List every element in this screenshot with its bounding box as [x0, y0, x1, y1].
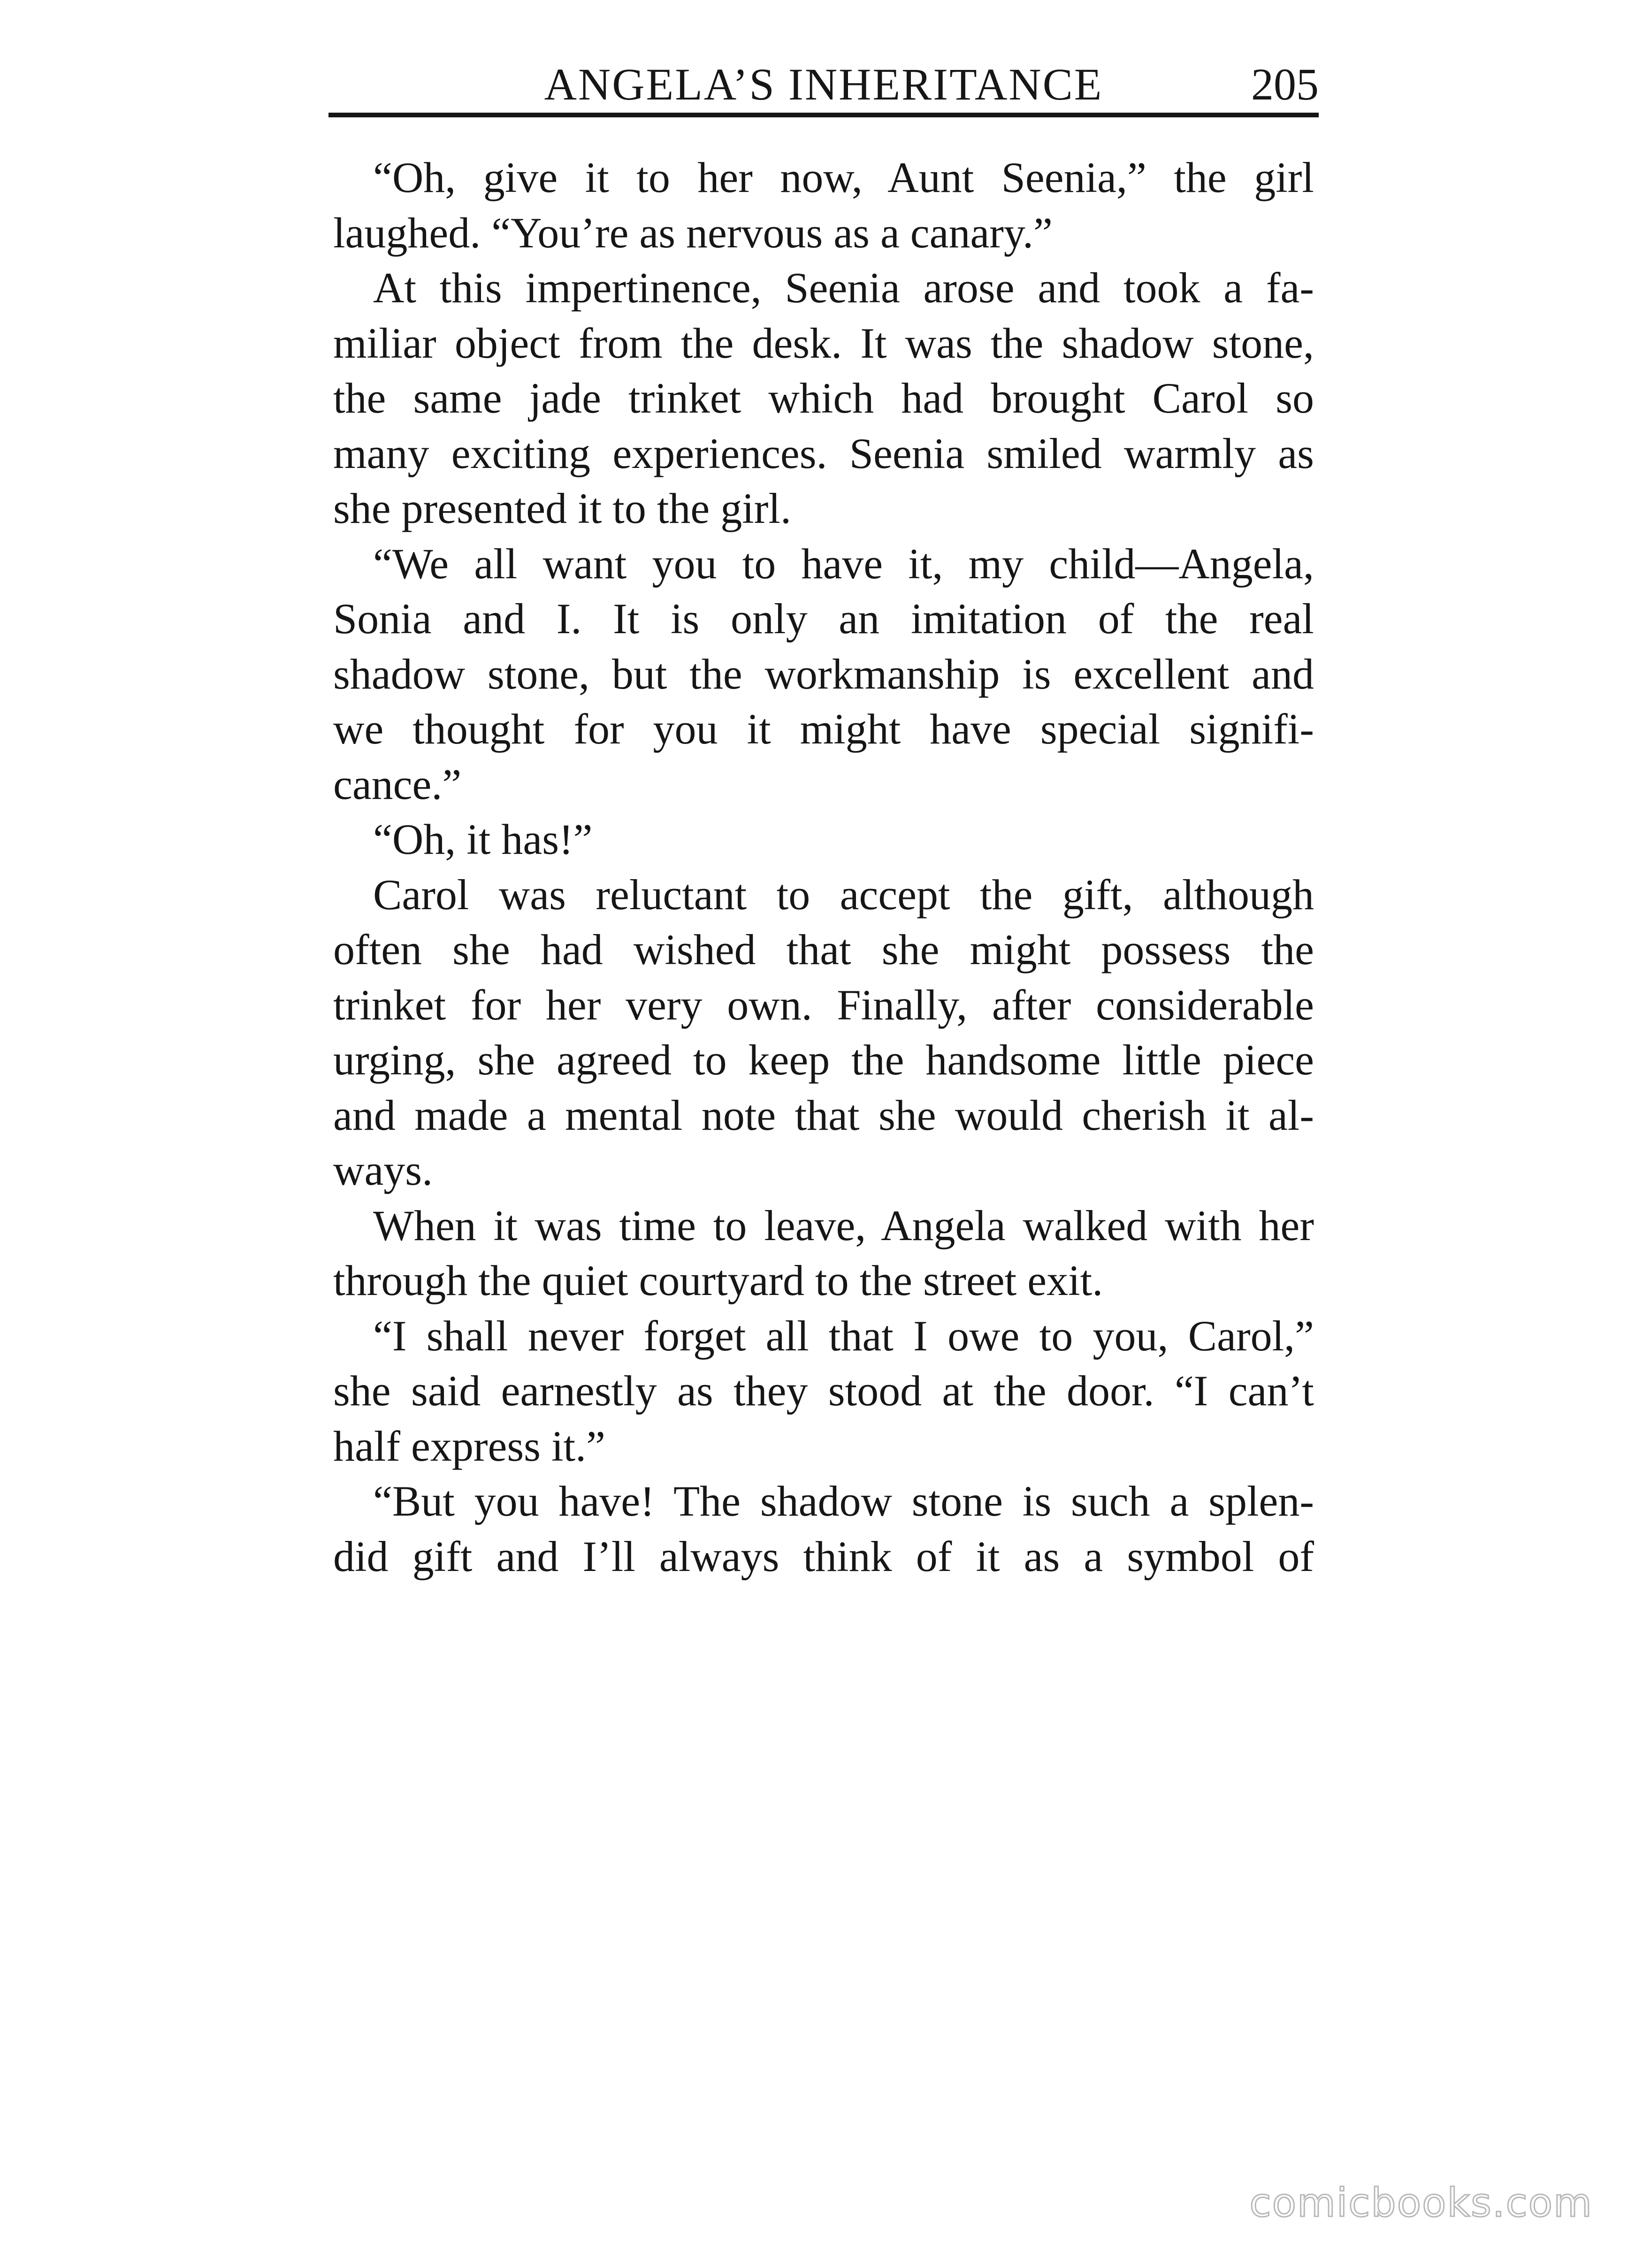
header-rule [329, 113, 1319, 117]
body-text [333, 150, 1314, 1584]
running-head [329, 54, 1319, 117]
text-line: “But you have! The shadow stone is such a splen- [373, 1477, 1314, 1525]
page-number: 205 [1251, 59, 1319, 109]
text-line: shadow stone, but the workmanship is excellent and [333, 650, 1314, 698]
text-line: Sonia and I. It is only an imitation of the real [333, 595, 1314, 643]
text-line: we thought for you it might have special signifi- [333, 705, 1314, 753]
text-line: many exciting experiences. Seenia smiled warmly as [333, 429, 1314, 477]
text-line: half express it.” [333, 1422, 605, 1470]
running-title: ANGELA’S INHERITANCE [544, 59, 1103, 109]
text-line: did gift and I’ll always think of it as a symbol of [333, 1532, 1314, 1580]
text-line: “Oh, give it to her now, Aunt Seenia,” the girl [373, 153, 1314, 201]
text-line: she said earnestly as they stood at the door. “I can’t [333, 1367, 1314, 1415]
text-line: often she had wished that she might possess the [333, 926, 1314, 973]
text-line: through the quiet courtyard to the street exit. [333, 1257, 1103, 1304]
text-line: cance.” [333, 760, 462, 808]
text-line: trinket for her very own. Finally, after considerable [333, 981, 1314, 1029]
text-line: the same jade trinket which had brought Carol so [333, 374, 1314, 422]
text-line: and made a mental note that she would cherish it al- [333, 1091, 1314, 1139]
text-line: “Oh, it has!” [373, 815, 593, 863]
text-line: urging, she agreed to keep the handsome little piece [333, 1036, 1314, 1084]
text-line: she presented it to the girl. [333, 484, 791, 532]
text-line: Carol was reluctant to accept the gift, although [373, 870, 1314, 919]
watermark: comicbooks.com [1249, 2180, 1593, 2226]
text-line: miliar object from the desk. It was the shadow stone, [333, 319, 1314, 367]
text-line: ways. [333, 1146, 433, 1194]
text-line: At this impertinence, Seenia arose and took a fa- [373, 264, 1314, 312]
text-line: “I shall never forget all that I owe to you, Carol,” [373, 1311, 1314, 1360]
text-line: When it was time to leave, Angela walked with her [373, 1201, 1314, 1249]
text-line: laughed. “You’re as nervous as a canary.” [333, 208, 1053, 257]
text-line: “We all want you to have it, my child—Angela, [373, 539, 1314, 588]
